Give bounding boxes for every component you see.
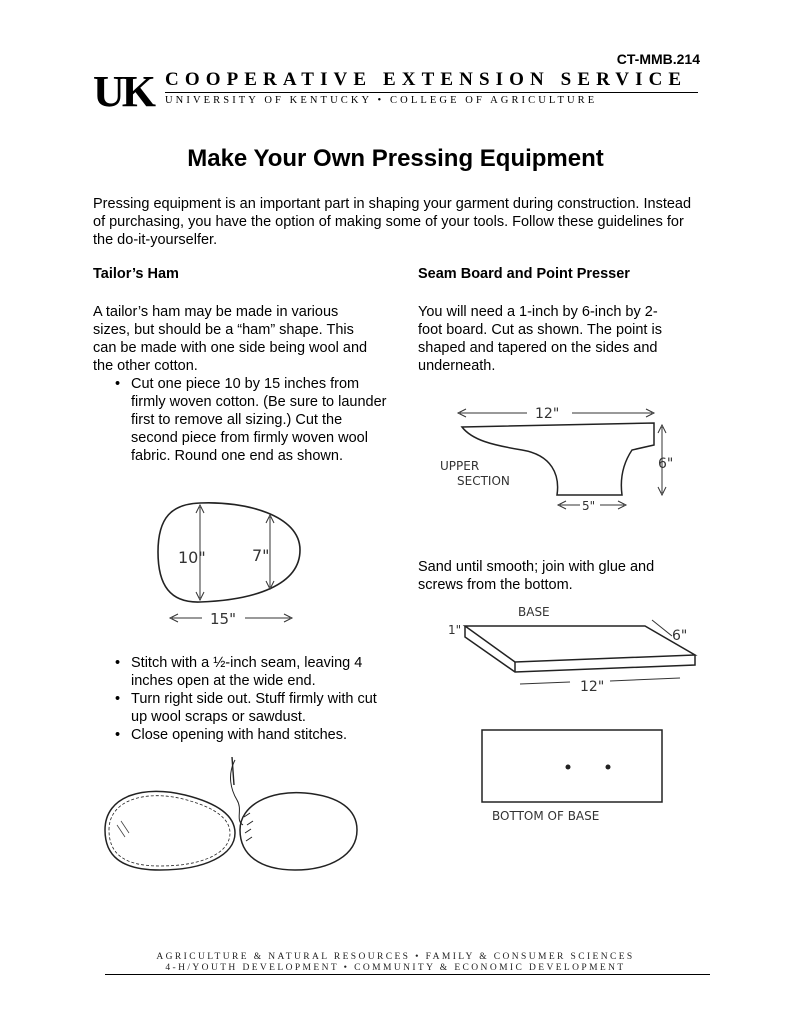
length-arrow-right: [610, 678, 680, 681]
length-label: 12": [580, 679, 605, 695]
depth-label: 6": [672, 628, 688, 644]
shine-marks: [117, 821, 129, 837]
bottom-of-base-figure: [470, 722, 670, 832]
intro-paragraph: Pressing equipment is an important part in shaping your garment during construction. Instead of purchasing, you have the option of making some of your tools. Follow these guidelines for the do-it-yourselfer.: [93, 196, 692, 248]
footer-divider: [105, 974, 710, 975]
hand-stitches: [244, 813, 253, 841]
uk-logo: UK: [93, 67, 153, 116]
list-item: • Cut one piece 10 by 15 inches from firmly woven cotton. (Be sure to launder first to remove all sizing.) Cut the second piece from firmly woven wool fabric. Round one end as shown.: [131, 375, 391, 465]
tailors-ham-heading: Tailor’s Ham: [93, 266, 179, 282]
footer-line-2: 4-H/YOUTH DEVELOPMENT • COMMUNITY & ECONOMIC DEVELOPMENT: [165, 963, 626, 973]
bottom-label: 5": [582, 499, 596, 513]
list-item: • Turn right side out. Stuff firmly with cut up wool scraps or sawdust.: [131, 690, 396, 726]
tailors-ham-steps-1: [109, 375, 391, 465]
list-item: • Close opening with hand stitches.: [131, 726, 396, 744]
header-divider: [165, 92, 698, 93]
width-label: 15": [210, 610, 236, 628]
list-item: • Stitch with a ½-inch seam, leaving 4 inches open at the wide end.: [131, 654, 396, 690]
seam-board-paragraph: You will need a 1-inch by 6-inch by 2-foot board. Cut as shown. The point is shaped and tapered on the sides and underneath.: [418, 304, 662, 374]
screw-hole: [606, 765, 611, 770]
ham-piece-right: [240, 793, 357, 870]
upper-label-2: SECTION: [457, 474, 510, 488]
document-code: CT-MMB.214: [616, 51, 700, 67]
page-title: Make Your Own Pressing Equipment: [187, 145, 604, 172]
thickness-label: 1": [448, 623, 462, 637]
base-top-face: [465, 626, 695, 662]
footer-line-1: AGRICULTURE & NATURAL RESOURCES • FAMILY & CONSUMER SCIENCES: [156, 952, 635, 962]
screw-hole: [566, 765, 571, 770]
depth-arrow: [652, 620, 672, 636]
base-sides: [465, 626, 695, 672]
tailors-ham-paragraph: A tailor’s ham may be made in various sizes, but should be a “ham” shape. This can be made with one side being wool and the other cotton.: [93, 304, 368, 374]
length-arrow-left: [520, 682, 570, 684]
top-label: 12": [535, 406, 560, 422]
ham-stitching-figure: [95, 755, 370, 885]
org-name: COOPERATIVE EXTENSION SERVICE: [165, 69, 688, 90]
org-subtitle: UNIVERSITY OF KENTUCKY • COLLEGE OF AGRICULTURE: [165, 95, 598, 106]
height-label: 10": [178, 548, 206, 567]
ham-pattern-figure: [150, 495, 315, 630]
base-figure: [440, 600, 710, 700]
base-label: BASE: [518, 605, 550, 619]
inner-label: 7": [252, 546, 270, 565]
tailors-ham-steps-2: [109, 654, 396, 744]
side-label: 6": [658, 456, 674, 472]
footer: [0, 952, 791, 974]
base-bottom-outline: [482, 730, 662, 802]
seam-board-paragraph-2: Sand until smooth; join with glue and screws from the bottom.: [418, 559, 655, 593]
seam-board-heading: Seam Board and Point Presser: [418, 266, 630, 282]
needle: [232, 757, 234, 785]
bottom-of-base-label: BOTTOM OF BASE: [492, 809, 600, 823]
upper-label-1: UPPER: [440, 459, 480, 473]
upper-section-figure: [432, 395, 697, 520]
